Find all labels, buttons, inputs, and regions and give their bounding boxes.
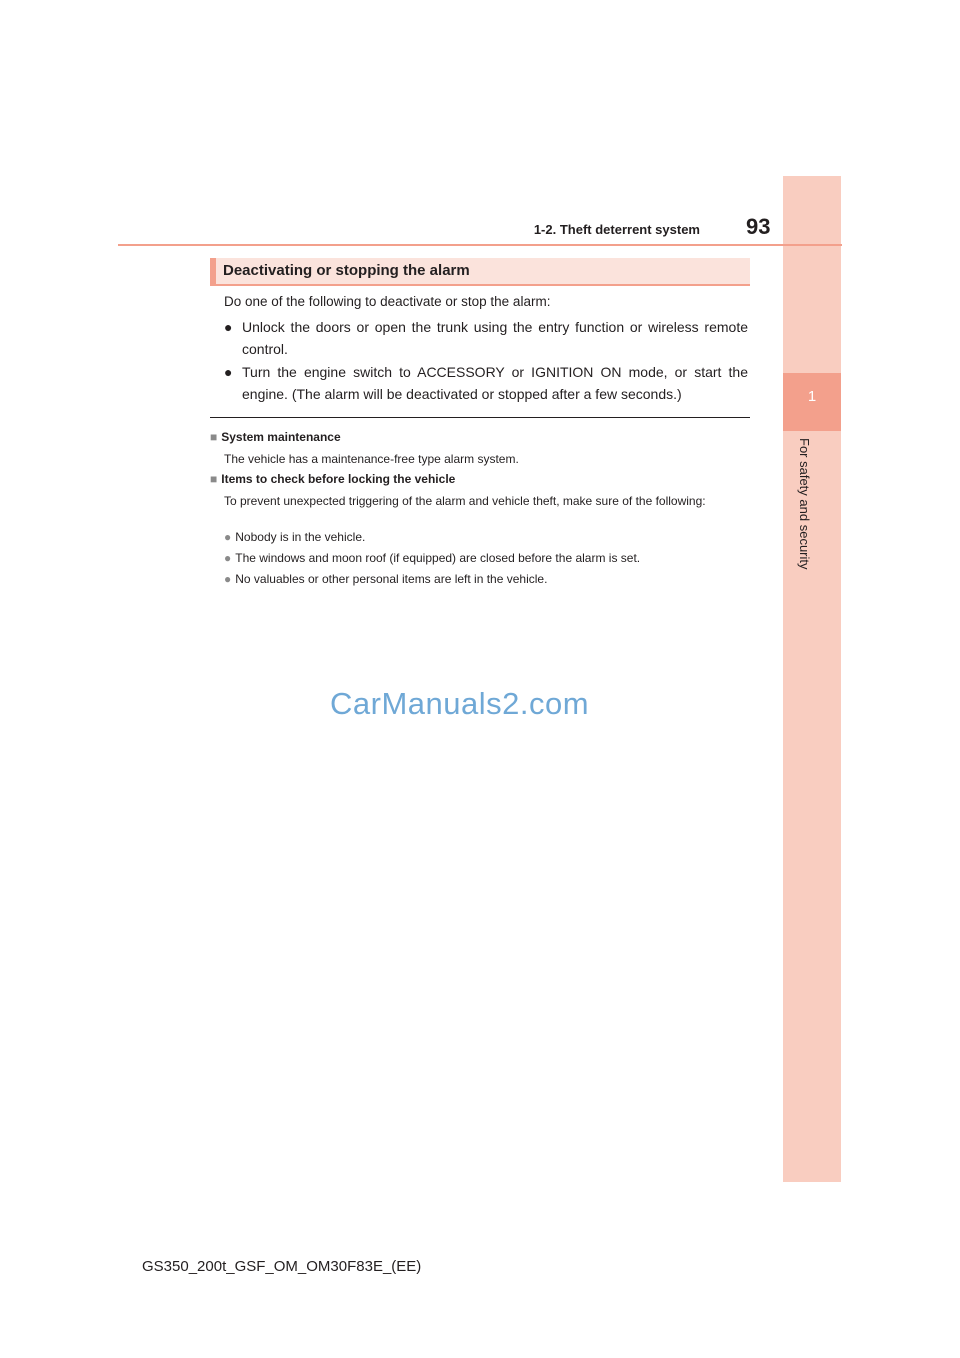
- section-heading-text: Deactivating or stopping the alarm: [223, 262, 470, 279]
- heading-accent-bar: [210, 258, 216, 284]
- square-marker-icon: ■: [210, 430, 218, 444]
- list-item: [224, 530, 365, 544]
- footer-document-code: GS350_200t_GSF_OM_OM30F83E_(EE): [142, 1258, 422, 1275]
- list-item: [224, 551, 640, 565]
- list-item: [224, 316, 748, 360]
- bullet-icon: ●: [224, 572, 232, 586]
- page-number: 93: [746, 214, 771, 239]
- header-section-title: 1-2. Theft deterrent system: [533, 222, 700, 237]
- list-item-text: Turn the engine switch to ACCESSORY or IGNITION ON mode, or start the engine. (The alarm will be deactivated or stopped after a few seconds.): [242, 364, 748, 402]
- section-divider: [210, 417, 750, 418]
- note-body-system-maintenance: The vehicle has a maintenance-free type alarm system.: [224, 452, 519, 466]
- chapter-number: 1: [807, 388, 817, 405]
- list-item-text: Nobody is in the vehicle.: [235, 530, 366, 544]
- watermark[interactable]: CarManuals2.com: [330, 686, 590, 721]
- list-item-text: The windows and moon roof (if equipped) are closed before the alarm is set.: [235, 551, 641, 565]
- note-title-items-to-check: [210, 472, 455, 486]
- bullet-icon: ●: [224, 319, 233, 335]
- list-item: [224, 572, 547, 586]
- square-marker-icon: ■: [210, 472, 218, 486]
- note-title-text: Items to check before locking the vehicle: [221, 472, 456, 486]
- chapter-side-tab: [783, 176, 841, 1182]
- header-rule: [118, 244, 842, 246]
- chapter-title: For safety and security: [797, 438, 812, 570]
- section-heading: [210, 258, 750, 286]
- bullet-icon: ●: [224, 364, 233, 380]
- note-title-text: System maintenance: [221, 430, 341, 444]
- note-body-items-to-check: To prevent unexpected triggering of the alarm and vehicle theft, make sure of the following:: [224, 494, 706, 508]
- list-item: [224, 361, 748, 405]
- list-item-text: No valuables or other personal items are left in the vehicle.: [235, 572, 548, 586]
- note-title-system-maintenance: [210, 430, 341, 444]
- bullet-icon: ●: [224, 530, 232, 544]
- list-item-text: Unlock the doors or open the trunk using the entry function or wireless remote control.: [242, 319, 748, 357]
- bullet-icon: ●: [224, 551, 232, 565]
- section-intro: Do one of the following to deactivate or stop the alarm:: [224, 294, 551, 309]
